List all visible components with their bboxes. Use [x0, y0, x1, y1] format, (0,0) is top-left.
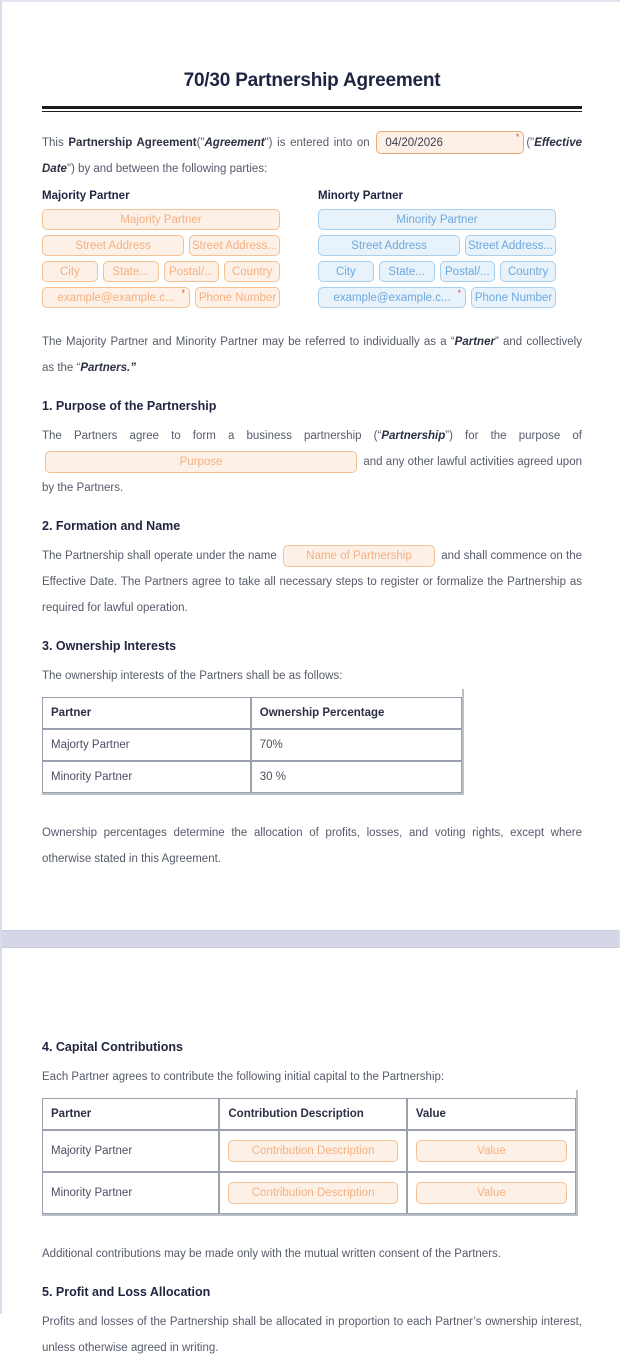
majority-street2-input[interactable]: Street Address...	[189, 235, 280, 256]
intro-term-effective-date: Effective Date	[42, 137, 582, 175]
ownership-header-partner: Partner	[42, 697, 251, 729]
required-asterisk-icon: *	[457, 288, 461, 298]
table-row	[42, 761, 462, 793]
ownership-row-1-partner: Majorty Partner	[42, 729, 251, 761]
table-header-row	[42, 1098, 576, 1130]
contrib-header-value: Value	[407, 1098, 576, 1130]
minority-name-input[interactable]: Minority Partner	[318, 209, 556, 230]
intro-lead: This	[42, 137, 64, 149]
minority-city-input[interactable]: City	[318, 261, 374, 282]
intro-paren-open: ("	[196, 137, 205, 149]
definition-term-partners: Partners.”	[80, 362, 136, 374]
section-3-outro: Ownership percentages determine the allocation of profits, losses, and voting rights, except where otherwise stated in this Agreement.	[42, 827, 582, 865]
majority-name-row	[42, 209, 280, 230]
minority-partner-heading: Minorty Partner	[318, 190, 403, 202]
intro-paren-close: ")	[264, 137, 273, 149]
minority-locality-row	[318, 261, 556, 282]
document-page-2	[2, 948, 622, 1361]
ownership-header-percentage: Ownership Percentage	[251, 697, 462, 729]
majority-contact-row	[42, 287, 280, 308]
minority-email-input[interactable]	[318, 287, 466, 308]
contribution-table	[42, 1098, 576, 1214]
intro-term-agreement-short: Agreement	[204, 137, 265, 149]
definition-part-1: The Majority Partner and Minority Partner may be referred to individually as a “	[42, 336, 455, 348]
section-5-heading: 5. Profit and Loss Allocation	[42, 1285, 211, 1299]
effective-date-value: 04/20/2026	[385, 137, 443, 150]
partner-blocks	[42, 190, 582, 313]
intro-after-field: ("	[526, 137, 535, 149]
contrib-row-1-description-input[interactable]: Contribution Description	[228, 1140, 398, 1162]
document-page-1	[2, 2, 622, 930]
section-1-part-2: ”) for the purpose of	[445, 430, 582, 442]
contrib-row-1-description-cell	[219, 1130, 407, 1172]
ownership-row-2-partner: Minority Partner	[42, 761, 251, 793]
section-5-body: Profits and losses of the Partnership shall be allocated in proportion to each Partner’s ownership interest, unless otherwise agreed in writing.	[42, 1316, 582, 1354]
definition-paragraph	[42, 329, 582, 381]
definition-term-partner: Partner	[454, 336, 495, 348]
contrib-row-1-partner: Majority Partner	[42, 1130, 219, 1172]
section-1-term-partnership: Partnership	[381, 430, 446, 442]
purpose-input[interactable]: Purpose	[45, 451, 357, 473]
intro-paragraph	[42, 130, 582, 182]
section-2-part-1: The Partnership shall operate under the name	[42, 550, 277, 562]
section-2-heading: 2. Formation and Name	[42, 519, 181, 533]
effective-date-input[interactable]	[376, 131, 524, 154]
section-4-heading: 4. Capital Contributions	[42, 1040, 183, 1054]
minority-street1-input[interactable]: Street Address	[318, 235, 460, 256]
section-4-outro: Additional contributions may be made only with the mutual written consent of the Partners.	[42, 1248, 501, 1260]
table-row	[42, 1172, 576, 1214]
title-divider	[42, 106, 582, 112]
table-row	[42, 1130, 576, 1172]
section-1-heading: 1. Purpose of the Partnership	[42, 399, 217, 413]
minority-street2-input[interactable]: Street Address...	[465, 235, 556, 256]
contrib-row-2-description-input[interactable]: Contribution Description	[228, 1182, 398, 1204]
contrib-header-partner: Partner	[42, 1098, 219, 1130]
contrib-row-2-value-cell	[407, 1172, 576, 1214]
table-header-row	[42, 697, 462, 729]
minority-phone-input[interactable]: Phone Number	[471, 287, 556, 308]
majority-phone-input[interactable]: Phone Number	[195, 287, 280, 308]
contrib-header-description: Contribution Description	[219, 1098, 407, 1130]
contrib-row-1-value-input[interactable]: Value	[416, 1140, 567, 1162]
partnership-name-input[interactable]: Name of Partnership	[283, 545, 435, 567]
section-1-part-3: and any other lawful activities agreed upon by the Partners.	[42, 456, 582, 494]
section-3-intro: The ownership interests of the Partners shall be as follows:	[42, 670, 343, 682]
section-2-part-2: and shall commence on the Effective Date. The Partners agree to take all necessary steps to register or formalize the Partnership as required for lawful operation.	[42, 550, 582, 614]
majority-postal-input[interactable]: Postal/...	[164, 261, 220, 282]
majority-street1-input[interactable]: Street Address	[42, 235, 184, 256]
intro-mid: is entered into on	[277, 137, 370, 149]
section-1-paragraph	[42, 423, 582, 501]
majority-street-row	[42, 235, 280, 256]
majority-state-input[interactable]: State...	[103, 261, 159, 282]
minority-partner-block	[318, 190, 556, 313]
section-3-heading: 3. Ownership Interests	[42, 639, 177, 653]
ownership-row-2-percentage: 30 %	[251, 761, 462, 793]
contrib-row-2-description-cell	[219, 1172, 407, 1214]
minority-email-placeholder: example@example.c...	[333, 292, 451, 304]
majority-email-input[interactable]	[42, 287, 190, 308]
page-1-bottom-spacer	[42, 878, 582, 920]
minority-state-input[interactable]: State...	[379, 261, 435, 282]
minority-postal-input[interactable]: Postal/...	[440, 261, 496, 282]
definition-part-2: ” and collectively as the “	[42, 336, 582, 374]
table-row	[42, 729, 462, 761]
majority-partner-block	[42, 190, 280, 313]
minority-country-input[interactable]: Country	[500, 261, 556, 282]
ownership-table	[42, 697, 462, 793]
required-asterisk-icon: *	[181, 288, 185, 298]
minority-name-row	[318, 209, 556, 230]
section-2-paragraph	[42, 543, 582, 621]
contrib-row-2-partner: Minority Partner	[42, 1172, 219, 1214]
section-4-intro: Each Partner agrees to contribute the following initial capital to the Partnership:	[42, 1071, 445, 1083]
ownership-row-1-percentage: 70%	[251, 729, 462, 761]
majority-country-input[interactable]: Country	[224, 261, 280, 282]
intro-term-agreement: Partnership Agreement	[68, 137, 197, 149]
majority-locality-row	[42, 261, 280, 282]
required-asterisk-icon: *	[515, 132, 520, 143]
page-break-divider	[2, 930, 618, 948]
ownership-table-wrapper	[42, 689, 464, 795]
majority-name-input[interactable]: Majority Partner	[42, 209, 280, 230]
contribution-table-wrapper	[42, 1090, 578, 1216]
page-title: 70/30 Partnership Agreement	[183, 70, 441, 91]
contrib-row-1-value-cell	[407, 1130, 576, 1172]
minority-street-row	[318, 235, 556, 256]
minority-contact-row	[318, 287, 556, 308]
majority-partner-heading: Majority Partner	[42, 190, 130, 202]
contrib-row-2-value-input[interactable]: Value	[416, 1182, 567, 1204]
section-1-part-1: The Partners agree to form a business partnership (“	[42, 430, 382, 442]
majority-city-input[interactable]: City	[42, 261, 98, 282]
majority-email-placeholder: example@example.c...	[57, 292, 175, 304]
intro-tail: ") by and between the following parties:	[66, 163, 268, 175]
